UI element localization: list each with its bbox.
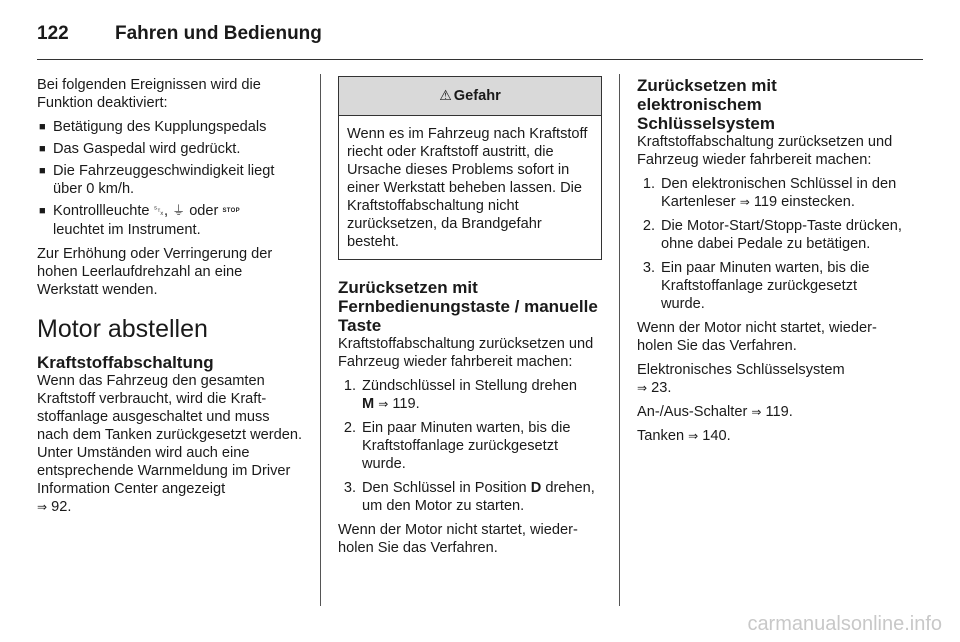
step-text: Die Motor-Start/Stopp-Taste drücken, ohne dabei Pedale zu betätigen. [661,218,902,252]
step-number: 2. [343,420,356,436]
step-number: 3. [642,260,655,276]
cross-reference [637,361,903,397]
page-ref-icon: ⇒ [637,381,648,395]
warning-box [338,76,602,260]
list-item [338,419,602,473]
fuel-cutoff-text [37,372,303,516]
warning-header [339,77,601,116]
list-item: ■ Betätigung des Kupplungspedals [37,118,303,136]
page-ref[interactable]: 140. [702,428,731,444]
warning-title: Gefahr [453,88,501,104]
list-item: ■ Das Gaspedal wird gedrückt. [37,140,303,158]
reset-steps [637,175,903,313]
chapter-title: Fahren und Bedienung [115,23,322,44]
idle-speed-note: Zur Erhöhung oder Verringerung der hohen Leerlaufdrehzahl an eine Werkstatt wenden. [37,246,273,298]
column-1 [37,76,303,522]
page-ref-icon: ⇒ [378,397,389,411]
page-ref[interactable]: 119. [392,396,420,412]
page-ref-icon: ⇒ [688,429,699,443]
bullet-separator: , [164,203,173,219]
bullet-text: Kontrollleuchte [53,203,154,219]
step-number: 1. [642,176,655,192]
reset-intro: Kraftstoffabschaltung zurücksetzen und Fahrzeug wieder fahrbereit machen: [338,336,594,370]
step-text: Zündschlüssel in Stellung drehen [362,378,577,394]
page-ref[interactable]: 119 [753,194,778,210]
cross-reference [637,403,903,421]
page-number: 122 [37,23,69,44]
warning-text: Wenn es im Fahrzeug nach Kraftstoff riecht oder Kraftstoff austritt, die Ursache dieses Problems sofort in einer Werkstatt beheben lassen. Die Kraftstoffabschaltung nicht zurücksetzen, da Brandgefahr besteht. [347,126,588,250]
reset-intro: Kraftstoffabschaltung zurücksetzen und Fahrzeug wieder fahrbereit machen: [637,134,893,168]
column-divider-2 [619,74,620,606]
subsection-title: Zurücksetzen mit Fernbedienungstaste / manuelle Taste [338,278,598,335]
page-ref-icon: ⇒ [37,500,48,514]
list-item: ■ Die Fahrzeuggeschwindigkeit liegt über 0 km/h. [37,162,303,198]
subsection-title: Kraftstoffabschaltung [37,353,214,372]
step-number: 3. [343,480,356,496]
bullet-oder: oder [185,203,223,219]
cross-ref-text: Tanken [637,428,689,444]
section-title: Motor abstellen [37,315,208,343]
step-text: einstecken. [777,194,855,210]
page-ref-icon: ⇒ [739,195,750,209]
step-number: 1. [343,378,356,394]
page-ref[interactable]: 92. [51,499,72,515]
page-ref[interactable]: 119. [765,404,793,420]
header-divider [37,59,923,60]
list-item [37,202,303,239]
step-text: Den Schlüssel in Position [362,480,531,496]
list-item [637,175,903,211]
fuel-cutoff-body: Wenn das Fahrzeug den gesamten Kraftstoff verbraucht, wird die Kraftstoffanlage ausgeschaltet und muss nach dem Tanken zurückgesetzt werden. Unter Umständen wird auch eine entsprechende Warnmeldung im Driver Information Center angezeigt [37,373,303,497]
step-number: 2. [642,218,655,234]
key-position: M [362,396,375,412]
key-position: D [530,480,542,496]
step-text: Den elektronischen Schlüssel in den Kartenleser [661,176,897,210]
column-2 [338,76,602,563]
retry-note: Wenn der Motor nicht startet, wiederholen Sie das Verfahren. [637,320,877,354]
retry-note: Wenn der Motor nicht startet, wiederholen Sie das Verfahren. [338,522,578,556]
page-header [37,14,322,54]
stop-icon: STOP [222,208,240,215]
subsection-title: Zurücksetzen mit elektronischem Schlüsselsystem [637,76,777,133]
page-ref-icon: ⇒ [751,405,762,419]
list-item [338,479,602,515]
cross-ref-text: Elektronisches Schlüsselsystem [637,362,845,378]
engine-wrench-icon: ␂ [153,204,165,219]
watermark: carmanualsonline.info [747,613,942,635]
list-item [637,259,903,313]
column-divider-1 [320,74,321,606]
step-text: drehen, um den Motor zu starten. [362,480,595,514]
cross-ref-text: An-/Aus-Schalter [637,404,752,420]
column-3 [637,76,903,451]
autostop-icon: ⏚ [172,204,186,219]
reset-steps [338,377,602,515]
deactivation-list [37,118,303,239]
cross-reference [637,427,903,445]
step-text: Ein paar Minuten warten, bis die Kraftstoffanlage zurückgesetzt wurde. [661,260,870,312]
bullet-text: leuchtet im Instrument. [53,222,201,238]
step-text: Ein paar Minuten warten, bis die Kraftstoffanlage zurückgesetzt wurde. [362,420,571,472]
warning-triangle-icon: ⚠ [439,88,452,104]
list-item [338,377,602,413]
page-ref[interactable]: 23. [651,380,672,396]
deactivation-intro: Bei folgenden Ereignissen wird die Funktion deaktiviert: [37,77,261,111]
list-item [637,217,903,253]
